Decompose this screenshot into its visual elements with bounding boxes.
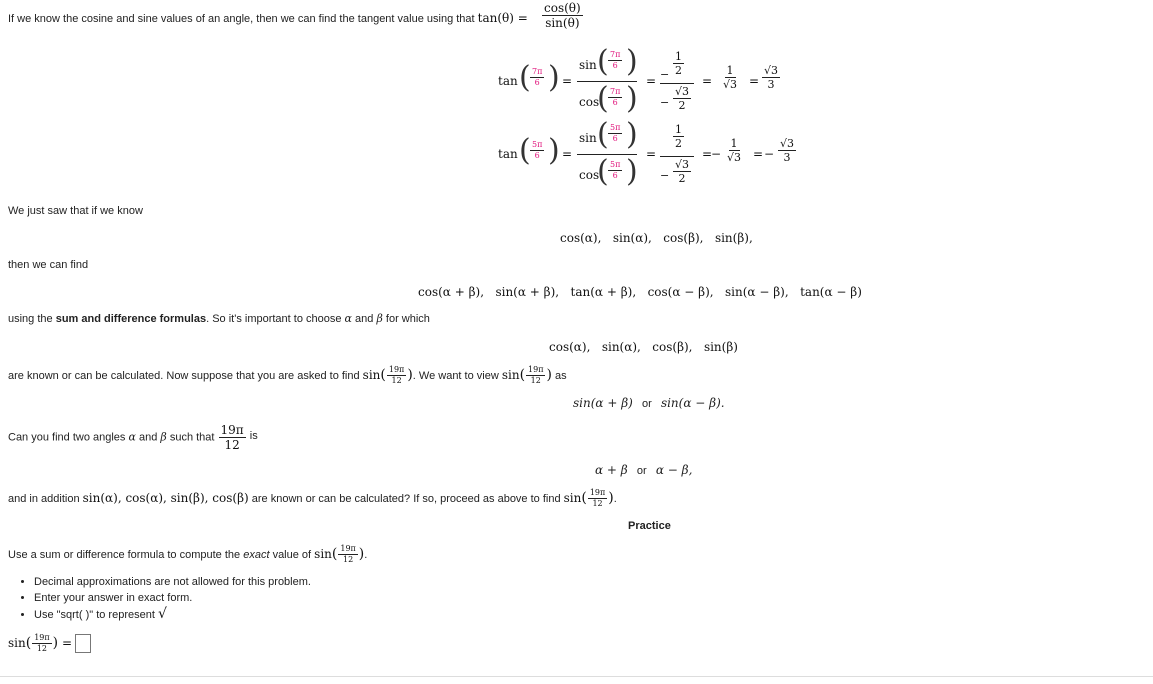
answer-row: sin( $\frac{19\pi}{12}$ ) = [8,634,91,653]
intro-formula-numerator: cos(θ) [544,1,581,15]
practice-heading: Practice [628,520,671,532]
answer-input[interactable] [75,634,91,653]
instructions-list [8,574,311,623]
para-we-know: We just saw that if we know [8,205,143,217]
example1-step4: $\frac{√3}{3}$ [764,64,779,91]
example1-step3: $\frac{1}{√3}$ [723,64,738,91]
example2-angle: $\frac{5\pi}{6}$ [532,140,543,160]
example2-step4: $\frac{√3}{3}$ [780,137,795,164]
view-as-expressions: sin(α + β) or sin(α − β). [573,396,725,410]
example2-step2: $\frac{1}{2}$ − $\frac{√3}{2}$ [660,121,700,191]
para-sum-difference: using the sum and difference formulas. So it's important to choose α and β for which [8,312,430,325]
para-in-addition: and in addition sin(α), cos(α), sin(β), cos(β) are known or can be calculated? If so, proceed as above to find sin( $\frac{19\pi}{12}$ ). [8,488,617,508]
para-suppose: are known or can be calculated. Now suppose that you are asked to find sin( $\frac{19\pi}{12}$ ). We want to view sin( $\frac{19\pi}{12}$ ) as [8,365,567,385]
nineteen-pi-over-twelve: $\frac{19\pi}{12}$ [220,423,244,452]
bottom-divider [0,676,1153,677]
intro-formula-lhs: tan(θ) = [477,11,528,25]
example1-step2: − $\frac{1}{2}$ − $\frac{√3}{2}$ [660,48,700,118]
instruction-item: • Decimal approximations are not allowed for this problem. [34,574,311,590]
instruction-item: • Enter your answer in exact form. [34,590,311,606]
para-then-find: then we can find [8,259,89,271]
example1-sin-cos-fraction: sin ( $\frac{7\pi}{6}$ ) cos ( $\frac{7\pi}{6}$ ) [579,44,638,116]
para-find-angles: Can you find two angles α and β such that $\frac{19\pi}{12}$ is [8,423,258,452]
practice-prompt: Use a sum or difference formula to compute the exact value of sin( $\frac{19\pi}{12}$ ). [8,544,368,564]
angle-sum-expressions: α + β or α − β, [595,463,693,477]
intro-formula [478,11,528,25]
intro-formula-fraction [541,2,584,29]
sqrt-symbol-icon: √ [157,606,167,622]
example1-angle: $\frac{7\pi}{6}$ [532,67,543,87]
findable-values-list: cos(α + β), sin(α + β), tan(α + β), cos(α − β), sin(α − β), tan(α − β) [418,285,862,299]
known-values-list: cos(α), sin(α), cos(β), sin(β), [560,231,753,245]
intro-text [8,11,528,26]
example2-tan: tan [498,147,518,161]
known-values-list-2: cos(α), sin(α), cos(β), sin(β) [549,340,738,354]
sum-difference-formulas-term: sum and difference formulas [55,313,207,325]
instruction-item: • Use "sqrt( )" to represent √ [34,606,311,623]
practice-instructions [8,574,311,623]
example1-tan: tan [498,74,518,88]
intro-sentence: If we know the cosine and sine values of an angle, then we can find the tangent value using that [8,13,475,25]
example2-step3: $\frac{1}{√3}$ [727,137,742,164]
intro-formula-denominator: sin(θ) [545,16,580,30]
example2-sin-cos-fraction: sin ( $\frac{5\pi}{6}$ ) cos ( $\frac{5\pi}{6}$ ) [579,117,638,189]
